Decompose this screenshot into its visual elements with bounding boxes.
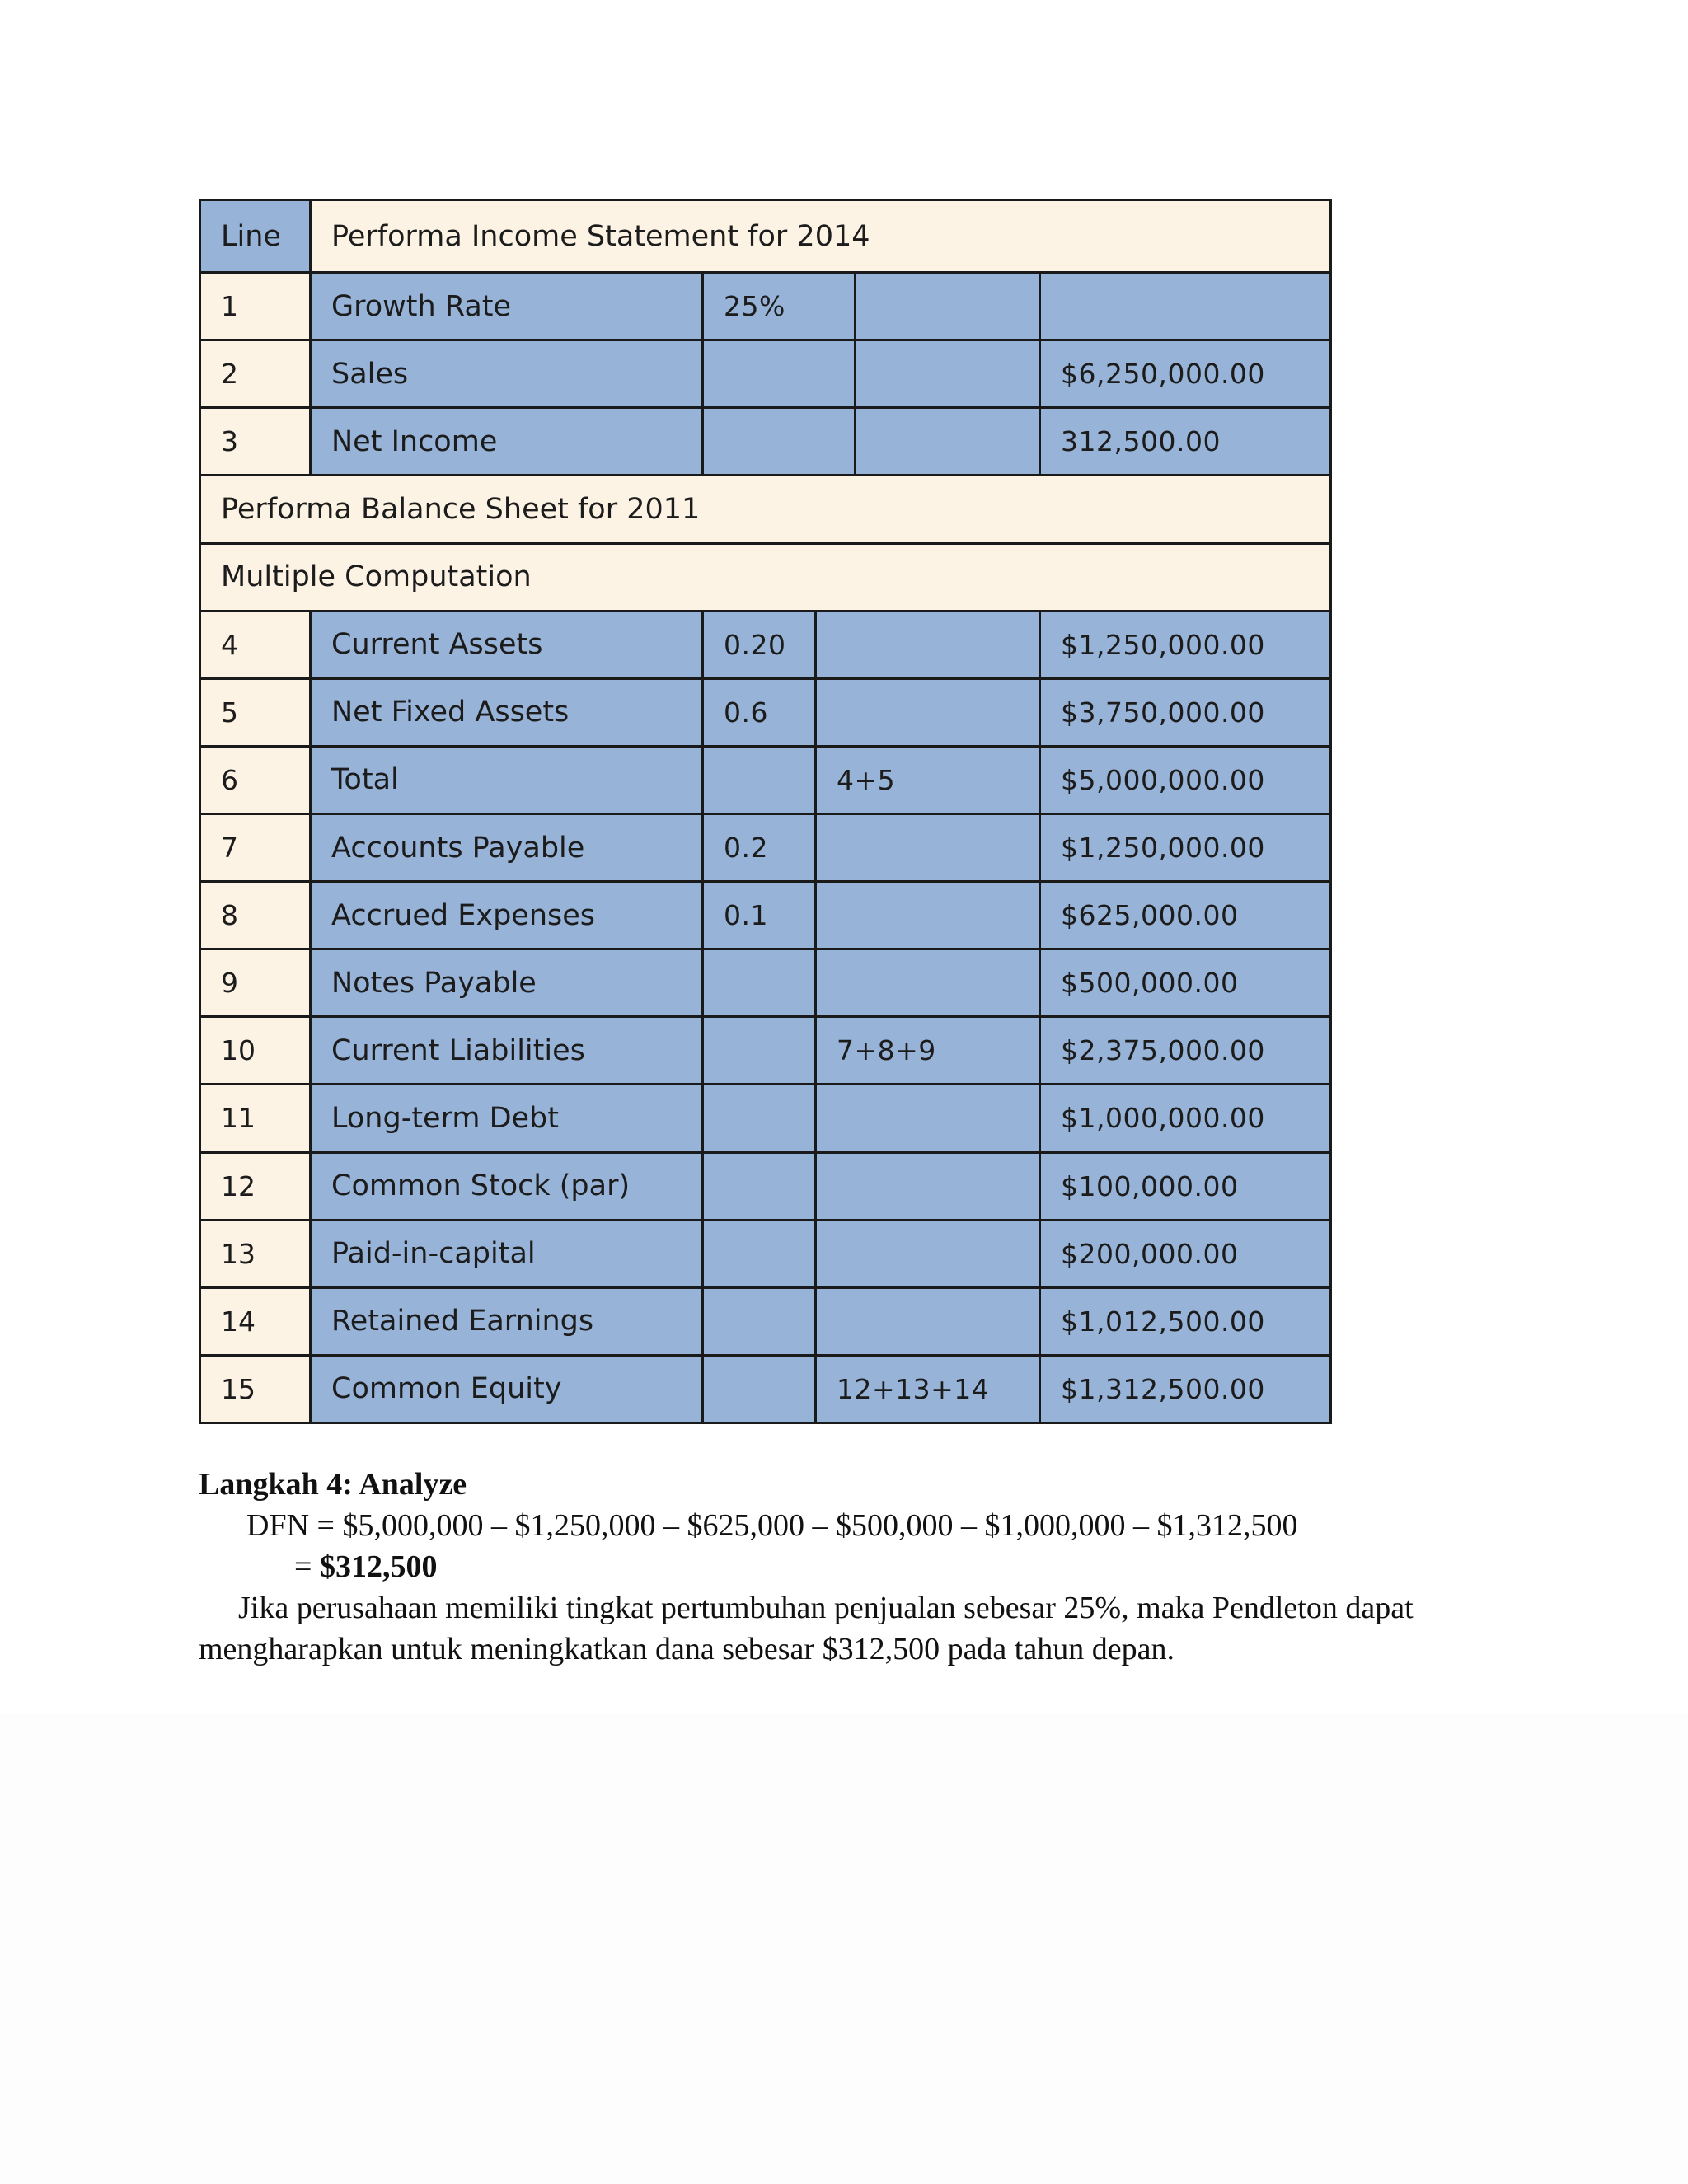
dfn-result: [199, 1546, 1517, 1587]
row-label: Net Income: [311, 408, 703, 476]
line-number: 4: [200, 611, 311, 678]
multiple-cell: 0.6: [703, 678, 816, 746]
computation-cell: [816, 813, 1040, 881]
balance-row: [200, 611, 1331, 678]
line-number: 12: [200, 1152, 311, 1220]
dfn-result-prefix: =: [294, 1549, 320, 1584]
value-cell: $1,000,000.00: [1040, 1085, 1331, 1152]
value-cell: [1040, 273, 1331, 340]
line-number: 13: [200, 1220, 311, 1287]
value-cell: $5,000,000.00: [1040, 746, 1331, 813]
multiple-cell: [703, 1085, 816, 1152]
multiple-computation-title: Multiple Computation: [200, 543, 1331, 611]
row-label: Retained Earnings: [311, 1287, 703, 1355]
analysis-section: [199, 1464, 1517, 1670]
balance-row: [200, 1287, 1331, 1355]
row-label: Long-term Debt: [311, 1085, 703, 1152]
computation-cell: [816, 1220, 1040, 1287]
empty-cell: [856, 408, 1040, 476]
computation-cell: 12+13+14: [816, 1355, 1040, 1422]
row-label: Sales: [311, 340, 703, 408]
row-label: Current Liabilities: [311, 1017, 703, 1085]
balance-row: [200, 882, 1331, 949]
line-number: 9: [200, 949, 311, 1017]
multiple-cell: [703, 1152, 816, 1220]
section-row: [200, 543, 1331, 611]
balance-row: [200, 1355, 1331, 1422]
line-number: 14: [200, 1287, 311, 1355]
value-cell: $1,312,500.00: [1040, 1355, 1331, 1422]
value-cell: $1,012,500.00: [1040, 1287, 1331, 1355]
row-label: Paid-in-capital: [311, 1220, 703, 1287]
balance-row: [200, 813, 1331, 881]
balance-row: [200, 1017, 1331, 1085]
multiple-cell: [703, 949, 816, 1017]
section-row: [200, 476, 1331, 543]
value-cell: $2,375,000.00: [1040, 1017, 1331, 1085]
rate-cell: [703, 408, 856, 476]
computation-cell: [816, 1152, 1040, 1220]
value-cell: $625,000.00: [1040, 882, 1331, 949]
value-cell: $200,000.00: [1040, 1220, 1331, 1287]
multiple-cell: 0.1: [703, 882, 816, 949]
computation-cell: [816, 611, 1040, 678]
line-number: 10: [200, 1017, 311, 1085]
multiple-cell: [703, 1220, 816, 1287]
row-label: Notes Payable: [311, 949, 703, 1017]
line-number: 8: [200, 882, 311, 949]
value-cell: $100,000.00: [1040, 1152, 1331, 1220]
balance-row: [200, 678, 1331, 746]
table-header-row: [200, 200, 1331, 273]
dfn-result-value: $312,500: [319, 1549, 438, 1584]
line-number: 2: [200, 340, 311, 408]
income-statement-title: Performa Income Statement for 2014: [311, 200, 1331, 273]
value-cell: 312,500.00: [1040, 408, 1331, 476]
multiple-cell: [703, 1287, 816, 1355]
balance-row: [200, 1220, 1331, 1287]
balance-row: [200, 1085, 1331, 1152]
row-label: Total: [311, 746, 703, 813]
conclusion-paragraph: Jika perusahaan memiliki tingkat pertumbuhan penjualan sebesar 25%, maka Pendleton dapat mengharapkan untuk meningkatkan dana sebesar $312,500 pada tahun depan.: [199, 1591, 1414, 1666]
computation-cell: 4+5: [816, 746, 1040, 813]
income-row: [200, 273, 1331, 340]
step-title: Langkah 4: Analyze: [199, 1467, 467, 1502]
computation-cell: [816, 1085, 1040, 1152]
balance-sheet-title: Performa Balance Sheet for 2011: [200, 476, 1331, 543]
row-label: Current Assets: [311, 611, 703, 678]
value-cell: $3,750,000.00: [1040, 678, 1331, 746]
balance-row: [200, 746, 1331, 813]
row-label: Growth Rate: [311, 273, 703, 340]
row-label: Accounts Payable: [311, 813, 703, 881]
line-number: 6: [200, 746, 311, 813]
line-number: 11: [200, 1085, 311, 1152]
multiple-cell: [703, 1355, 816, 1422]
balance-row: [200, 1152, 1331, 1220]
rate-cell: 25%: [703, 273, 856, 340]
rate-cell: [703, 340, 856, 408]
line-number: 15: [200, 1355, 311, 1422]
line-number: 3: [200, 408, 311, 476]
line-number: 1: [200, 273, 311, 340]
computation-cell: [816, 1287, 1040, 1355]
balance-row: [200, 949, 1331, 1017]
income-row: [200, 408, 1331, 476]
computation-cell: [816, 882, 1040, 949]
multiple-cell: 0.2: [703, 813, 816, 881]
value-cell: $1,250,000.00: [1040, 813, 1331, 881]
computation-cell: [816, 678, 1040, 746]
line-number: 7: [200, 813, 311, 881]
empty-cell: [856, 340, 1040, 408]
multiple-cell: [703, 1017, 816, 1085]
line-header: Line: [200, 200, 311, 273]
income-row: [200, 340, 1331, 408]
empty-cell: [856, 273, 1040, 340]
row-label: Net Fixed Assets: [311, 678, 703, 746]
multiple-cell: 0.20: [703, 611, 816, 678]
value-cell: $1,250,000.00: [1040, 611, 1331, 678]
computation-cell: [816, 949, 1040, 1017]
row-label: Common Equity: [311, 1355, 703, 1422]
computation-cell: 7+8+9: [816, 1017, 1040, 1085]
value-cell: $500,000.00: [1040, 949, 1331, 1017]
value-cell: $6,250,000.00: [1040, 340, 1331, 408]
pro-forma-table: [199, 199, 1332, 1424]
dfn-formula: DFN = $5,000,000 – $1,250,000 – $625,000 – $500,000 – $1,000,000 – $1,312,500: [246, 1508, 1298, 1543]
row-label: Common Stock (par): [311, 1152, 703, 1220]
line-number: 5: [200, 678, 311, 746]
multiple-cell: [703, 746, 816, 813]
row-label: Accrued Expenses: [311, 882, 703, 949]
